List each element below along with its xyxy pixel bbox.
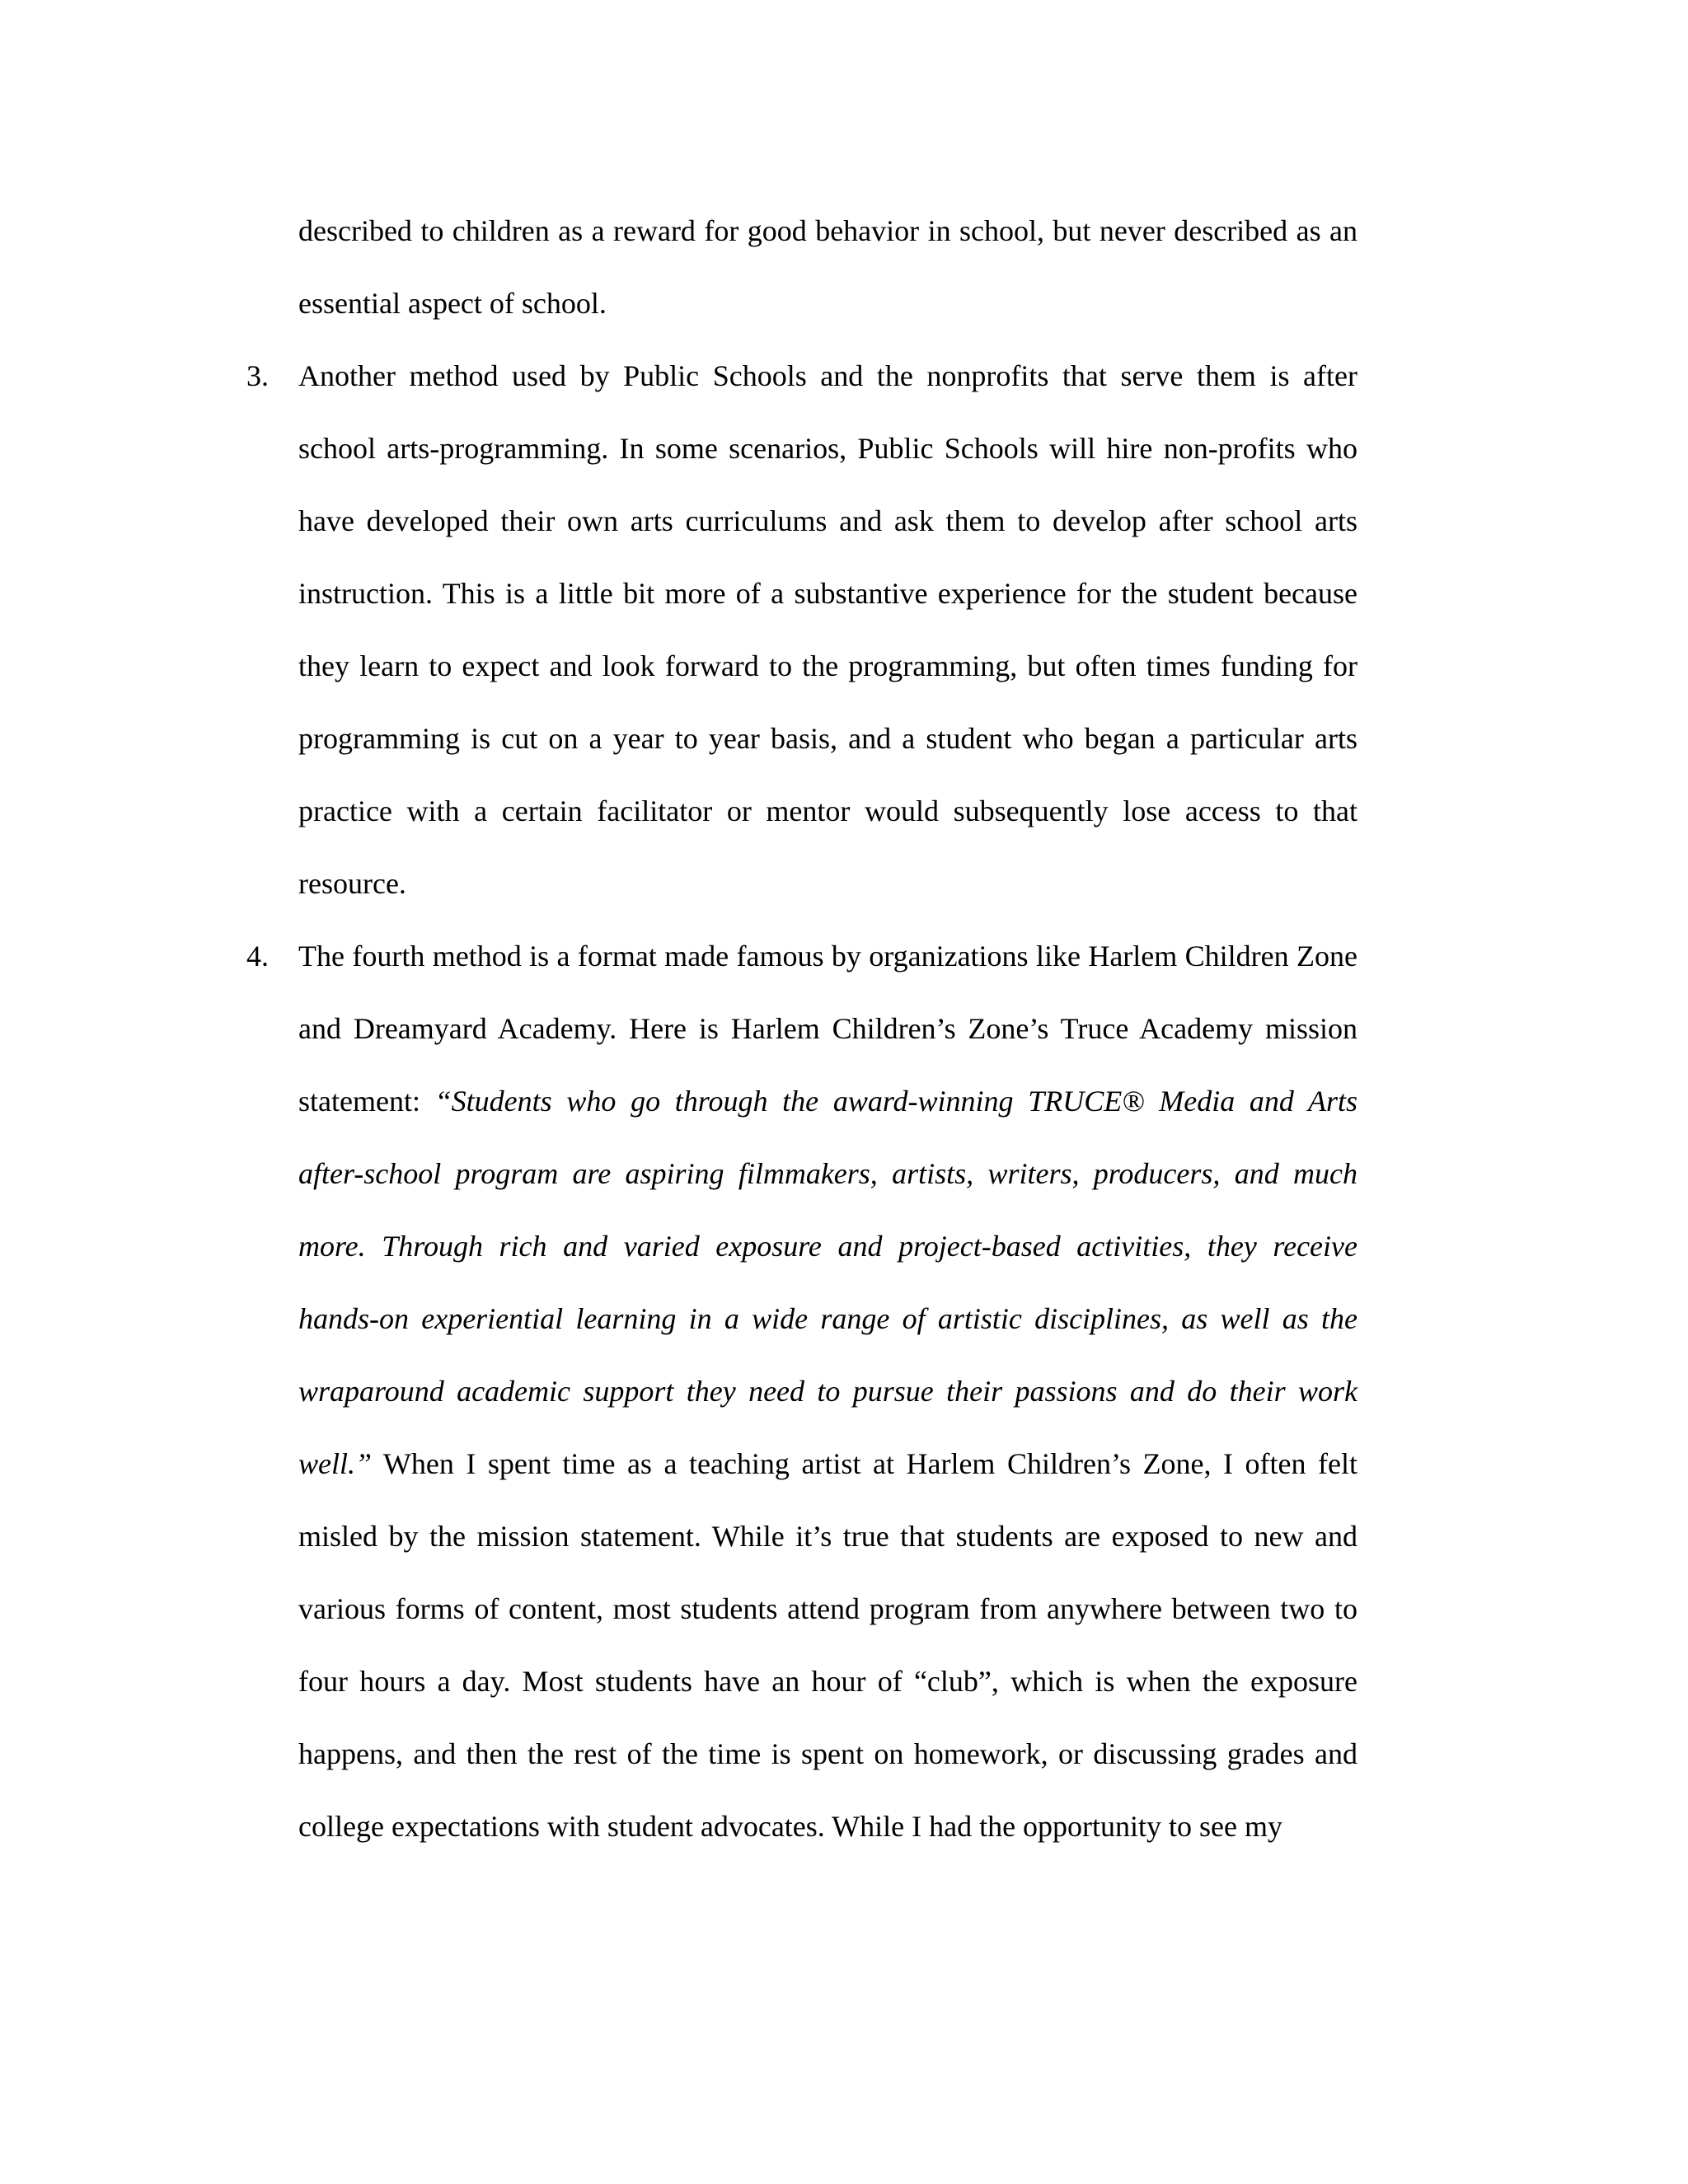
list-number: 3. <box>246 359 269 392</box>
document-body <box>246 194 1357 1863</box>
list-item-text: Another method used by Public Schools and the nonprofits that serve them is after school arts-programming. In some scenarios, Public Schools will hire non-profits who have developed their own arts curriculums and ask them to develop after school arts instruction. This is a little bit more of a substantive experience for the student because they learn to expect and look forward to the programming, but often times funding for programming is cut on a year to year basis, and a student who began a particular arts practice with a certain facilitator or mentor would subsequently lose access to that resource. <box>298 359 1357 900</box>
text-after-quote: When I spent time as a teaching artist at Harlem Children’s Zone, I often felt misled by the mission statement. While it’s true that students are exposed to new and various forms of content, most students attend program from anywhere between two to four hours a day. Most students have an hour of “club”, which is when the exposure happens, and then the rest of the time is spent on homework, or discussing grades and college expectations with student advocates. While I had the opportunity to see my <box>298 1447 1357 1843</box>
continuation-paragraph: described to children as a reward for good behavior in school, but never described as an essential aspect of school. <box>298 214 1357 320</box>
list-item-text <box>298 920 1357 1863</box>
list-item-3 <box>246 340 1357 920</box>
list-item-4 <box>246 920 1357 1863</box>
mission-statement-quote: “Students who go through the award-winning TRUCE® Media and Arts after-school program are aspiring filmmakers, artists, writers, producers, and much more. Through rich and varied exposure and project-based activities, they receive hands-on experiential learning in a wide range of artistic disciplines, as well as the wraparound academic support they need to pursue their passions and do their work well.” <box>298 1085 1357 1480</box>
list-number: 4. <box>246 940 269 972</box>
text-before-quote: The fourth method is a format made famous by organizations like Harlem Children Zone and Dreamyard Academy. Here is Harlem Children’s Zone’s Truce Academy mission statement: <box>298 940 1357 1118</box>
